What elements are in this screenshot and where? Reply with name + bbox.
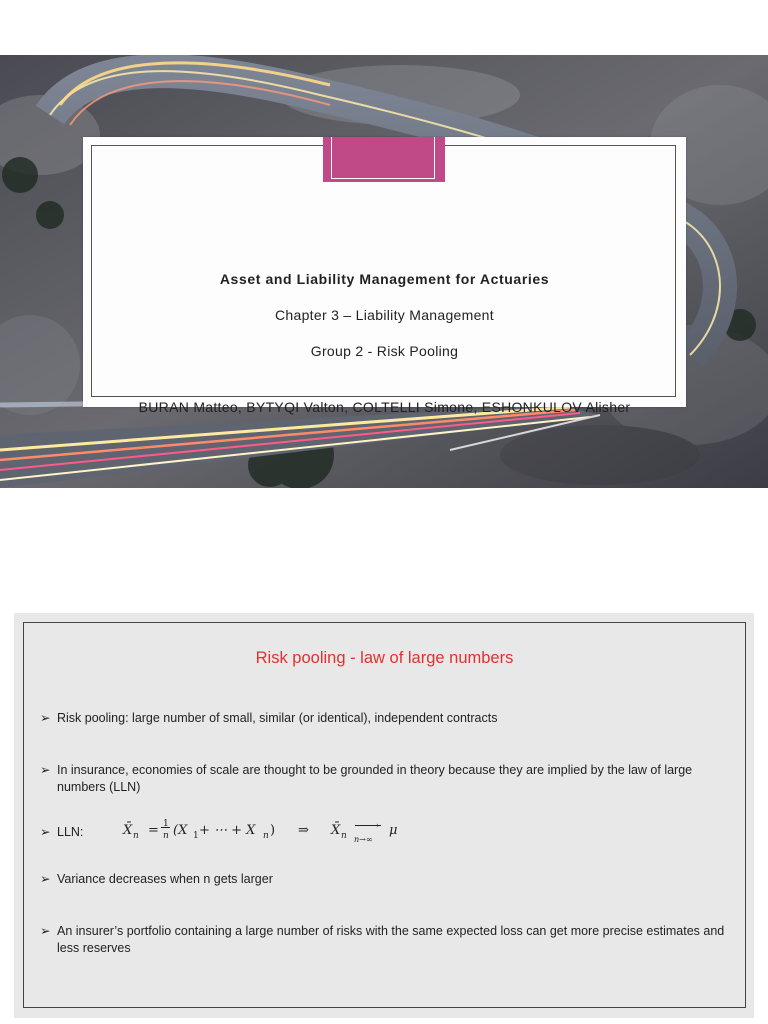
authors-line: BURAN Matteo, BYTYQI Valton, COLTELLI Simone, ESHONKULOV Alisher <box>138 399 631 415</box>
accent-block-inner <box>331 137 435 179</box>
arrow-bullet-icon: ➢ <box>40 924 51 938</box>
bullet-text: In insurance, economies of scale are thought to be grounded in theory because they are implied by the law of large numbers (LLN) <box>57 763 693 794</box>
content-slide <box>14 613 754 1018</box>
formula-open: (X <box>173 823 188 838</box>
content-frame <box>23 622 746 1008</box>
formula-frac-num: 1 <box>163 819 169 829</box>
arrow-bullet-icon: ➢ <box>40 763 51 777</box>
formula-sub-1: 1 <box>193 831 199 841</box>
bullet-text: LLN: <box>57 825 84 839</box>
arrow-bullet-icon: ➢ <box>40 711 51 725</box>
formula-xbar: X̄ <box>331 823 341 838</box>
formula-lhs: X̄ <box>123 823 133 838</box>
formula-mid: + ⋯ + X <box>199 823 256 838</box>
formula-arrow-head: › <box>376 821 380 830</box>
formula-implies: ⇒ <box>298 823 309 838</box>
formula-sub-n2: n <box>263 831 269 841</box>
bullet-text: Risk pooling: large number of small, similar (or identical), independent contracts <box>57 711 498 725</box>
arrow-bullet-icon: ➢ <box>40 872 51 886</box>
formula-equals: = <box>148 823 159 838</box>
arrow-bullet-icon: ➢ <box>40 825 51 839</box>
title-slide <box>0 55 768 488</box>
formula-frac-den: n <box>163 831 169 841</box>
formula-limit: n→∞ <box>354 835 373 844</box>
group-subtitle: Group 2 - Risk Pooling <box>310 343 459 359</box>
formula-xbar-sub: n <box>341 831 347 841</box>
accent-block <box>323 137 445 182</box>
bullet-text: Variance decreases when n gets larger <box>57 872 273 886</box>
lln-formula <box>113 819 433 852</box>
formula-close: ) <box>270 823 276 838</box>
chapter-subtitle: Chapter 3 – Liability Management <box>275 307 494 323</box>
slide-heading: Risk pooling - law of large numbers <box>255 649 514 667</box>
title-card <box>83 137 686 415</box>
presentation-title: Asset and Liability Management for Actuaries <box>219 271 550 287</box>
formula-sub-n: n <box>133 831 139 841</box>
bullet-text: An insurer’s portfolio containing a large number of risks with the same expected loss can get more precise estimates and less reserves <box>57 924 725 955</box>
formula-mu: μ <box>389 823 398 838</box>
